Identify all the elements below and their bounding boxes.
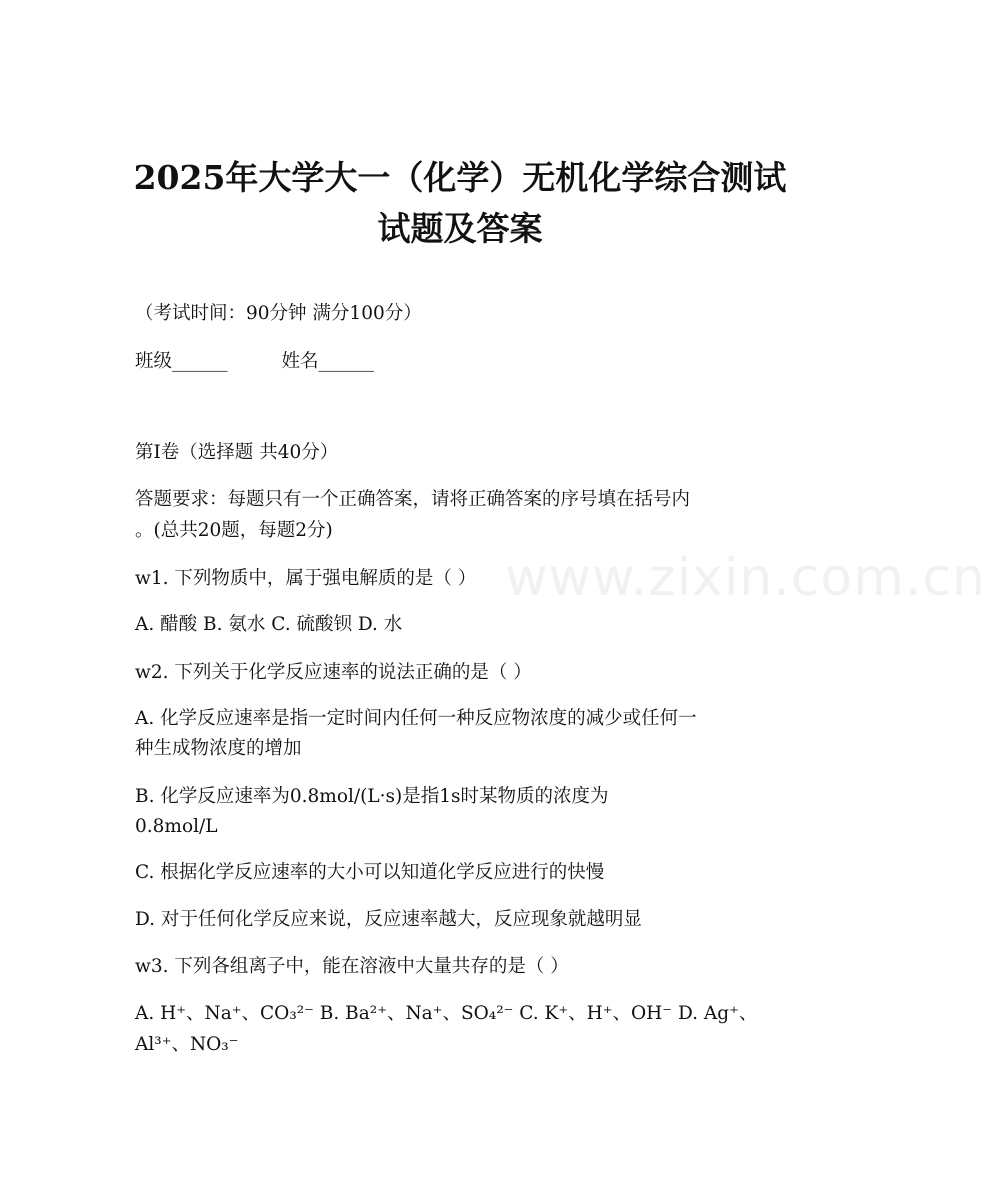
question-3-stem: w3. 下列各组离子中，能在溶液中大量共存的是（ ）: [135, 956, 569, 977]
question-3-options-line2: Al³⁺、NO₃⁻: [135, 1034, 239, 1055]
document-title-line2: 试题及答案: [377, 209, 543, 248]
question-1-options: A. 醋酸 B. 氨水 C. 硫酸钡 D. 水: [135, 614, 403, 635]
instructions-line1: 答题要求：每题只有一个正确答案，请将正确答案的序号填在括号内: [135, 489, 691, 510]
question-2-option-a-line1: A. 化学反应速率是指一定时间内任何一种反应物浓度的减少或任何一: [135, 708, 697, 729]
question-3-options-line1: A. H⁺、Na⁺、CO₃²⁻ B. Ba²⁺、Na⁺、SO₄²⁻ C. K⁺、H⁺、OH⁻ D. Ag⁺、: [135, 1003, 758, 1024]
question-2-option-b-line1: B. 化学反应速率为0.8mol/(L·s)是指1s时某物质的浓度为: [135, 786, 609, 807]
question-2-stem: w2. 下列关于化学反应速率的说法正确的是（ ）: [135, 662, 532, 683]
exam-info: （考试时间：90分钟 满分100分）: [135, 303, 422, 324]
student-fields: [135, 349, 374, 375]
question-2-option-d: D. 对于任何化学反应来说，反应速率越大，反应现象就越明显: [135, 909, 642, 930]
class-field: 班级______: [135, 351, 228, 372]
question-2-option-a-line2: 种生成物浓度的增加: [135, 738, 302, 759]
section-title: 第I卷（选择题 共40分）: [135, 442, 339, 463]
document-title-line1: 2025年大学大一（化学）无机化学综合测试: [133, 158, 787, 197]
instructions-line2: 。(总共20题，每题2分): [135, 520, 333, 541]
name-field: 姓名______: [281, 351, 375, 372]
question-2-option-c: C. 根据化学反应速率的大小可以知道化学反应进行的快慢: [135, 862, 605, 883]
watermark: www.zixin.com.cn: [505, 548, 986, 608]
question-1-stem: w1. 下列物质中，属于强电解质的是（ ）: [135, 568, 477, 589]
question-2-option-b-line2: 0.8mol/L: [135, 816, 218, 837]
